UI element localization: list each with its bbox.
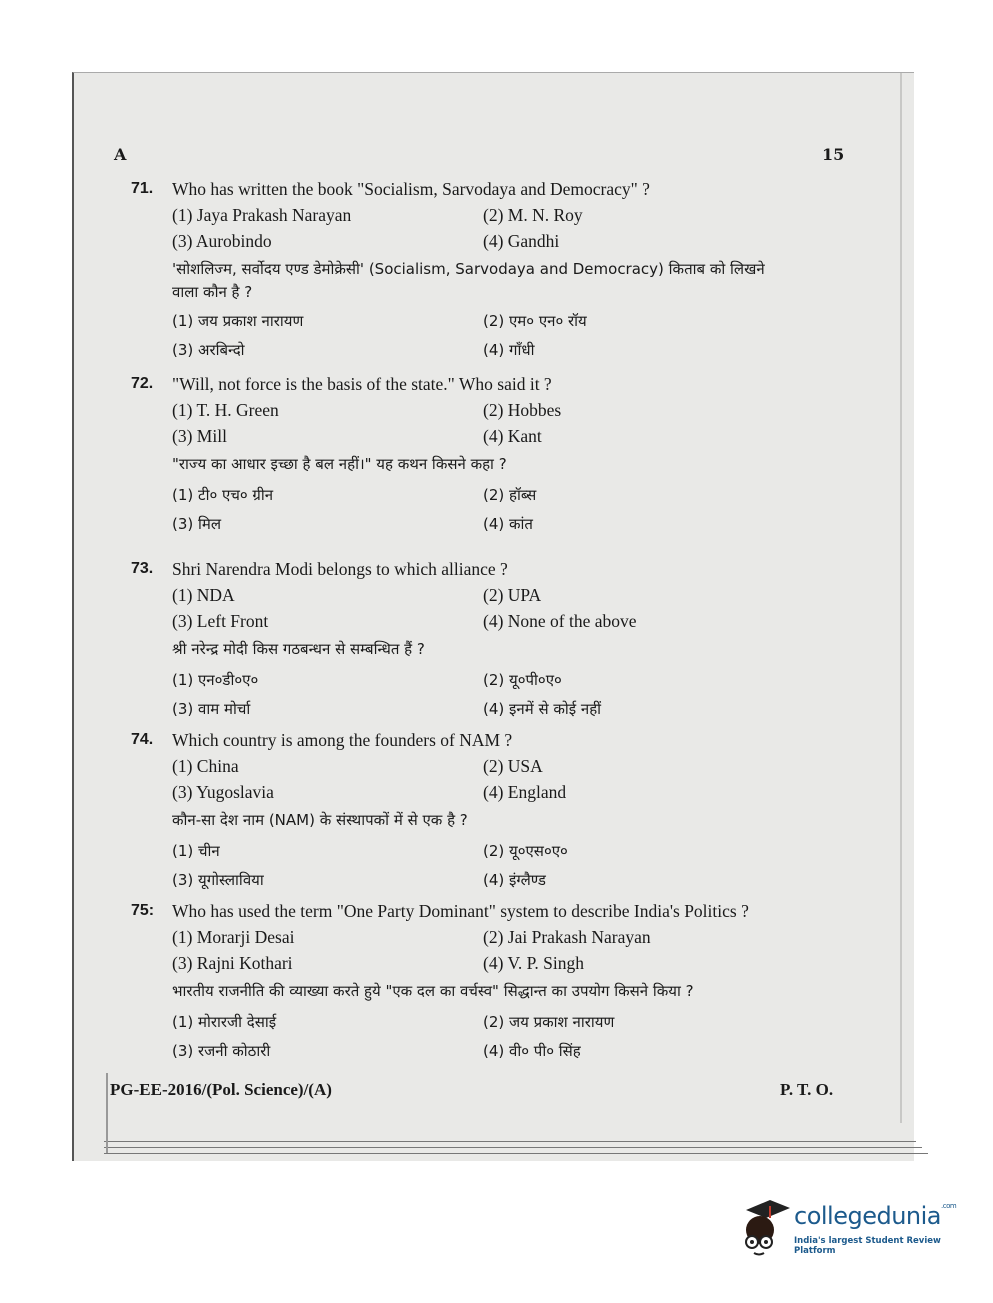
option-english: (2) USA — [483, 756, 543, 776]
option-hindi: (1) एन०डी०ए० — [172, 671, 259, 689]
option-english: (2) Jai Prakash Narayan — [483, 927, 651, 947]
option-english: (1) China — [172, 756, 239, 776]
option-hindi: (3) यूगोस्लाविया — [172, 871, 264, 889]
option-hindi: (2) यू०पी०ए० — [483, 671, 562, 689]
logo-wordmark: collegedunia$^{.com}$ — [794, 1202, 957, 1230]
option-hindi: (2) जय प्रकाश नारायण — [483, 1013, 615, 1031]
option-hindi: (1) चीन — [172, 842, 220, 860]
question-text-hindi: भारतीय राजनीति की व्याख्या करते हुये "एक दल का वर्चस्व" सिद्धान्त का उपयोग किसने किया ? — [172, 982, 694, 1000]
option-hindi: (4) कांत — [483, 515, 533, 533]
option-english: (4) Gandhi — [483, 231, 560, 251]
question-text-english: "Will, not force is the basis of the state." Who said it ? — [172, 374, 552, 394]
page-fold — [106, 1073, 108, 1153]
option-hindi: (3) मिल — [172, 515, 222, 533]
option-english: (2) Hobbes — [483, 400, 562, 420]
option-hindi: (3) अरबिन्दो — [172, 341, 245, 359]
question-number: 72. — [131, 375, 154, 392]
page-fold — [900, 73, 902, 1123]
option-hindi: (2) हॉब्स — [483, 486, 537, 504]
page-edge-line — [104, 1147, 922, 1148]
paper-set-label: A — [114, 145, 127, 164]
option-english: (3) Yugoslavia — [172, 782, 274, 802]
option-english: (3) Rajni Kothari — [172, 953, 293, 973]
mascot-icon — [736, 1196, 792, 1260]
question-number: 71. — [131, 180, 154, 197]
paper-code: PG-EE-2016/(Pol. Science)/(A) — [110, 1080, 332, 1099]
option-english: (3) Aurobindo — [172, 231, 272, 251]
question-text-hindi: 'सोशलिज्म, सर्वोदय एण्ड डेमोक्रेसी' (Socialism, Sarvodaya and Democracy) किताब को लिखने — [172, 260, 765, 278]
please-turn-over: P. T. O. — [780, 1080, 834, 1099]
page-number: 15 — [822, 145, 845, 164]
question-text-hindi: वाला कौन है ? — [172, 283, 253, 301]
option-hindi: (4) इंग्लैण्ड — [483, 871, 546, 889]
page-edge-line — [104, 1153, 928, 1154]
question-text-english: Who has used the term "One Party Dominant" system to describe India's Politics ? — [172, 901, 749, 921]
question-number: 74. — [131, 731, 154, 748]
option-english: (1) Morarji Desai — [172, 927, 295, 947]
question-text-english: Which country is among the founders of NAM ? — [172, 730, 513, 750]
option-english: (1) NDA — [172, 585, 235, 605]
question-text-english: Who has written the book "Socialism, Sarvodaya and Democracy" ? — [172, 179, 650, 199]
question-number: 75: — [131, 902, 155, 919]
option-hindi: (3) वाम मोर्चा — [172, 700, 251, 718]
question-text-hindi: कौन-सा देश नाम (NAM) के संस्थापकों में से एक है ? — [172, 811, 468, 829]
question-text-hindi: श्री नरेन्द्र मोदी किस गठबन्धन से सम्बन्धित हैं ? — [172, 640, 425, 658]
option-hindi: (3) रजनी कोठारी — [172, 1042, 271, 1060]
option-english: (3) Mill — [172, 426, 227, 446]
question-number: 73. — [131, 560, 154, 577]
option-english: (3) Left Front — [172, 611, 269, 631]
question-text-english: Shri Narendra Modi belongs to which alliance ? — [172, 559, 508, 579]
option-english: (1) Jaya Prakash Narayan — [172, 205, 352, 225]
option-hindi: (1) टी० एच० ग्रीन — [172, 486, 274, 504]
option-hindi: (1) मोरारजी देसाई — [172, 1013, 277, 1031]
option-hindi: (2) एम० एन० रॉय — [483, 312, 587, 330]
option-english: (2) UPA — [483, 585, 542, 605]
option-hindi: (4) इनमें से कोई नहीं — [483, 700, 602, 718]
option-english: (4) None of the above — [483, 611, 637, 631]
option-hindi: (4) गाँधी — [483, 341, 535, 359]
page-edge-line — [104, 1141, 916, 1142]
option-english: (4) England — [483, 782, 567, 802]
option-hindi: (1) जय प्रकाश नारायण — [172, 312, 304, 330]
option-english: (1) T. H. Green — [172, 400, 279, 420]
option-english: (2) M. N. Roy — [483, 205, 583, 225]
question-text-hindi: "राज्य का आधार इच्छा है बल नहीं।" यह कथन किसने कहा ? — [172, 455, 507, 473]
option-hindi: (2) यू०एस०ए० — [483, 842, 568, 860]
collegedunia-logo — [736, 1196, 966, 1260]
option-english: (4) V. P. Singh — [483, 953, 584, 973]
option-hindi: (4) वी० पी० सिंह — [483, 1042, 581, 1060]
option-english: (4) Kant — [483, 426, 542, 446]
logo-tagline: India's largest Student Review Platform — [794, 1236, 941, 1256]
